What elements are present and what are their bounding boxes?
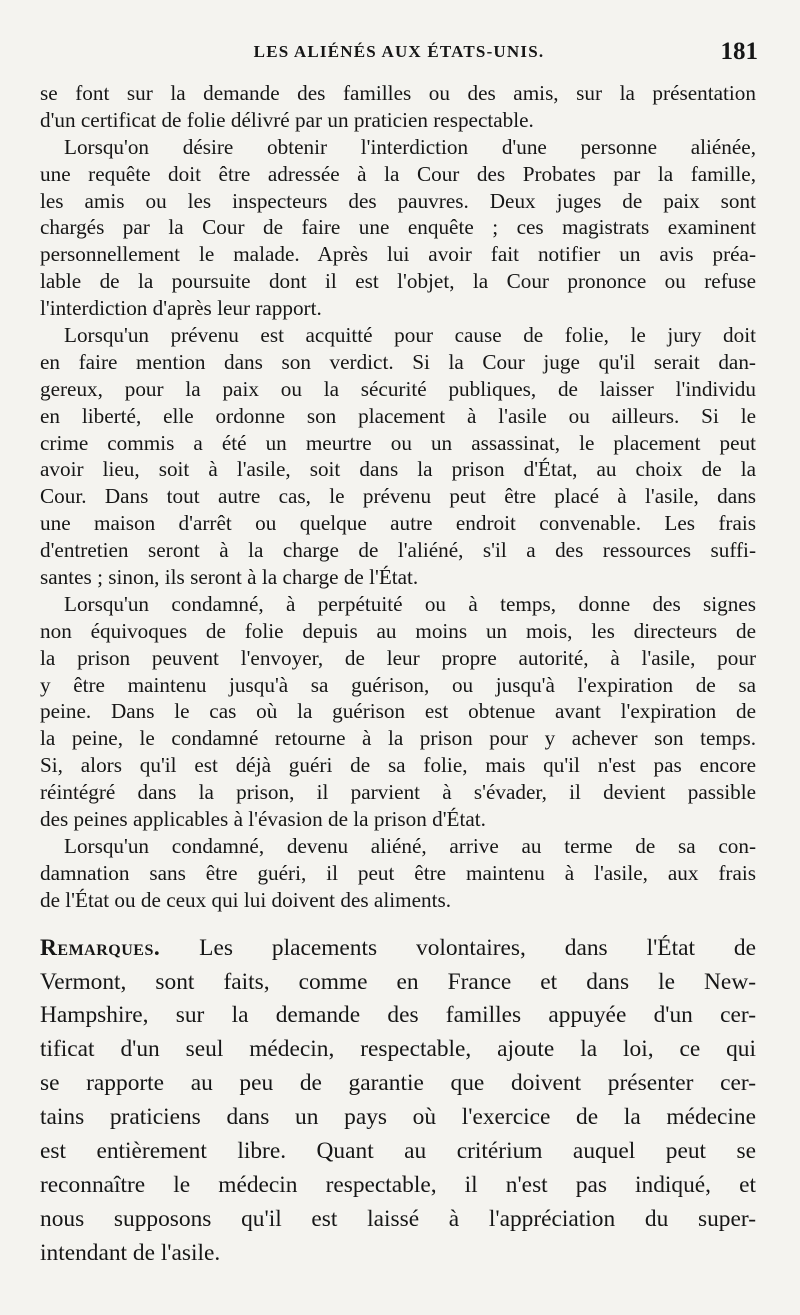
- text-line: une requête doit être adressée à la Cour des Probates par la famille,: [40, 161, 756, 186]
- text-line: est entièrement libre. Quant au critérium auquel peut se: [40, 1137, 756, 1164]
- text-line: Lorsqu'un prévenu est acquitté pour cause de folie, le jury doit: [64, 323, 756, 348]
- page-number: 181: [720, 38, 758, 65]
- section-gap: [40, 914, 756, 932]
- text-line: d'un certificat de folie délivré par un praticien respectable.: [40, 107, 534, 132]
- paragraph: [40, 833, 756, 914]
- text-line: gereux, pour la paix ou la sécurité publiques, de laisser l'individu: [40, 376, 756, 401]
- remarks-heading: Remarques.: [40, 934, 161, 961]
- text-line: Cour. Dans tout autre cas, le prévenu peut être placé à l'asile, dans: [40, 484, 756, 509]
- text-line: Vermont, sont faits, comme en France et dans le New-: [40, 968, 756, 995]
- text-line: avoir lieu, soit à l'asile, soit dans la prison d'État, au choix de la: [40, 457, 756, 482]
- text-line: réintégré dans la prison, il parvient à s'évader, il devient passible: [40, 780, 756, 805]
- text-line: chargés par la Cour de faire une enquête ; ces magistrats examinent: [40, 215, 756, 240]
- text-line: en faire mention dans son verdict. Si la Cour juge qu'il serait dan-: [40, 349, 756, 374]
- body-text: [40, 80, 756, 1271]
- text-line: des peines applicables à l'évasion de la prison d'État.: [40, 807, 486, 832]
- text-line: peine. Dans le cas où la guérison est obtenue avant l'expiration de: [40, 699, 756, 724]
- text-line: d'entretien seront à la charge de l'aliéné, s'il a des ressources suffi-: [40, 538, 756, 563]
- text-line: Lorsqu'un condamné, devenu aliéné, arrive au terme de sa con-: [64, 833, 756, 858]
- text-line: reconnaître le médecin respectable, il n'est pas indiqué, et: [40, 1171, 756, 1198]
- page-header: [40, 38, 758, 68]
- text-line: les amis ou les inspecteurs des pauvres. Deux juges de paix sont: [40, 188, 756, 213]
- paragraphs: [40, 80, 756, 914]
- remarks-first-line-text: Les placements volontaires, dans l'État de: [160, 934, 756, 961]
- text-line: en liberté, elle ordonne son placement à l'asile ou ailleurs. Si le: [40, 403, 756, 428]
- text-line: intendant de l'asile.: [40, 1239, 221, 1266]
- paragraph: [40, 80, 756, 134]
- text-line: lable de la poursuite dont il est l'objet, la Cour prononce ou refuse: [40, 269, 756, 294]
- text-line: damnation sans être guéri, il peut être maintenu à l'asile, aux frais: [40, 860, 756, 885]
- text-line: l'interdiction d'après leur rapport.: [40, 296, 322, 321]
- text-line: se rapporte au peu de garantie que doivent présenter cer-: [40, 1070, 756, 1097]
- text-line: y être maintenu jusqu'à sa guérison, ou jusqu'à l'expiration de sa: [40, 672, 756, 697]
- text-line: non équivoques de folie depuis au moins un mois, les directeurs de: [40, 618, 756, 643]
- remarks-paragraph: [40, 932, 756, 1271]
- text-line: Lorsqu'on désire obtenir l'interdiction d'une personne aliénée,: [64, 134, 756, 159]
- text-line: santes ; sinon, ils seront à la charge de l'État.: [40, 565, 419, 590]
- text-line: Hampshire, sur la demande des familles appuyée d'un cer-: [40, 1002, 756, 1029]
- text-line: Lorsqu'un condamné, à perpétuité ou à temps, donne des signes: [64, 591, 756, 616]
- text-line: se font sur la demande des familles ou des amis, sur la présentation: [40, 81, 756, 105]
- text-line: tificat d'un seul médecin, respectable, ajoute la loi, ce qui: [40, 1036, 756, 1063]
- paragraph: [40, 591, 756, 833]
- text-line: Si, alors qu'il est déjà guéri de sa folie, mais qu'il n'est pas encore: [40, 753, 756, 778]
- text-line: [40, 932, 756, 966]
- paragraph: [40, 134, 756, 322]
- text-line: la prison peuvent l'envoyer, de leur propre autorité, à l'asile, pour: [40, 645, 756, 670]
- text-line: tains praticiens dans un pays où l'exercice de la médecine: [40, 1104, 756, 1131]
- text-line: une maison d'arrêt ou quelque autre endroit convenable. Les frais: [40, 511, 756, 536]
- paragraph: [40, 322, 756, 591]
- running-head: LES ALIÉNÉS AUX ÉTATS-UNIS.: [253, 42, 545, 61]
- text-line: nous supposons qu'il est laissé à l'appréciation du super-: [40, 1205, 756, 1232]
- text-line: de l'État ou de ceux qui lui doivent des aliments.: [40, 887, 451, 912]
- text-line: la peine, le condamné retourne à la prison pour y achever son temps.: [40, 726, 756, 751]
- text-line: personnellement le malade. Après lui avoir fait notifier un avis préa-: [40, 242, 756, 267]
- text-line: crime commis a été un meurtre ou un assassinat, le placement peut: [40, 430, 756, 455]
